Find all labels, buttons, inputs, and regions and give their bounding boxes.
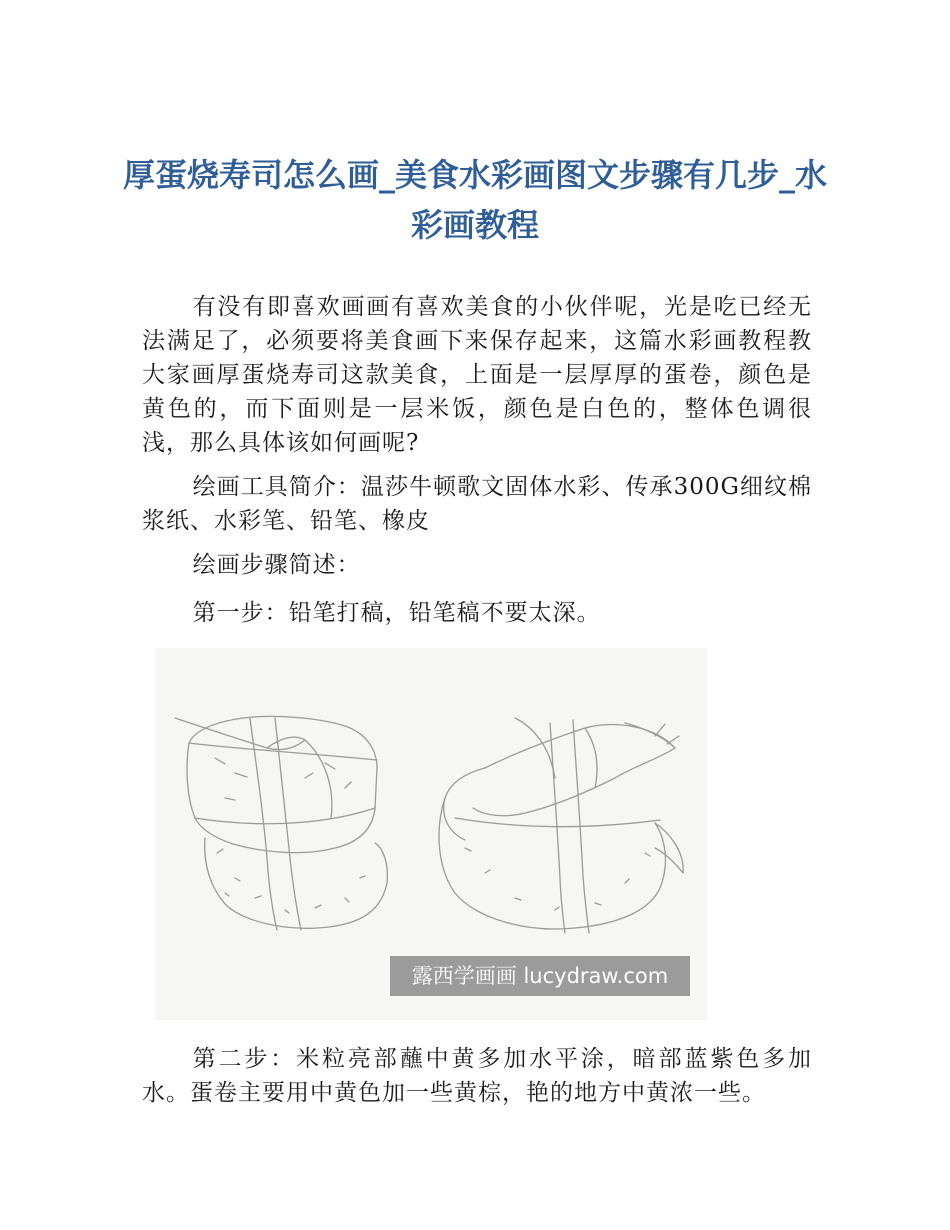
pencil-sketch-figure bbox=[155, 648, 707, 1020]
left-sushi-sketch bbox=[175, 716, 387, 930]
right-sushi-sketch bbox=[439, 718, 683, 933]
tools-paragraph: 绘画工具简介：温莎牛顿歌文固体水彩、传承300G细纹棉浆纸、水彩笔、铅笔、橡皮 bbox=[142, 474, 812, 534]
page-title: 厚蛋烧寿司怎么画_美食水彩画图文步骤有几步_水彩画教程 bbox=[122, 156, 827, 244]
step-2-paragraph: 第二步：米粒亮部蘸中黄多加水平涂，暗部蓝紫色多加水。蛋卷主要用中黄色加一些黄棕，艳的地方中黄浓一些。 bbox=[142, 1046, 812, 1106]
steps-heading: 绘画步骤简述： bbox=[192, 552, 361, 578]
intro-paragraph: 有没有即喜欢画画有喜欢美食的小伙伴呢，光是吃已经无法满足了，必须要将美食画下来保存起来，这篇水彩画教程教大家画厚蛋烧寿司这款美食，上面是一层厚厚的蛋卷，颜色是黄色的，而下面则是一层米饭，颜色是白色的，整体色调很浅，那么具体该如何画呢? bbox=[142, 294, 812, 456]
watermark-label: 露西学画画 lucydraw.com bbox=[390, 956, 690, 996]
step-1-paragraph: 第一步：铅笔打稿，铅笔稿不要太深。 bbox=[192, 600, 601, 626]
